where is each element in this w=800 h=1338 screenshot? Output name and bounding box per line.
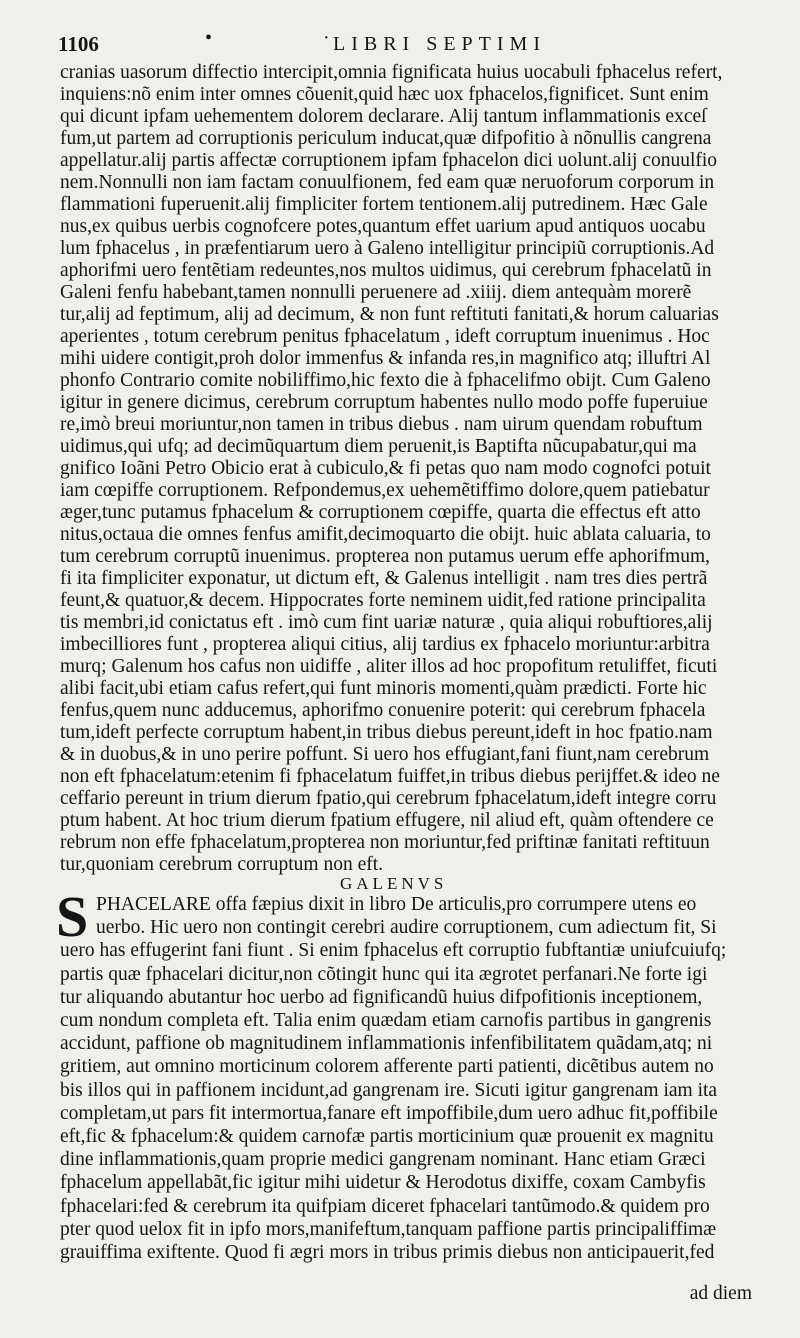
text-line: non eft fphacelatum:etenim fi fphacelatum fuiffet,in tribus diebus perijffet.& ideo ne (60, 766, 720, 787)
text-line: re,imò breui moriuntur,non tamen in tribus diebus . nam uirum quendam robuftum (60, 414, 703, 435)
text-line: mihi uidere contigit,proh dolor immenfus & infanda res,in magnifico atq; illuftri Al (60, 348, 711, 369)
text-line: æger,tunc putamus fphacelum & corruptionem cœpiffe, quarta die effectus eft atto (60, 502, 701, 523)
text-line: nem.Nonnulli non iam factam conuulfionem, fed eam quæ neruoforum corporum in (60, 172, 715, 193)
text-line: bis illos qui in paffionem incidunt,ad gangrenam ire. Sicuti igitur gangrenam iam ita (60, 1079, 718, 1101)
text-line: tis membri,id conictatus eft . imò cum fint uariæ naturæ , quia aliqui robuftiores,alij (60, 612, 713, 633)
text-line: lum fphacelus , in præfentiarum uero à Galeno intelligitur principiũ corruptionis.Ad (60, 238, 715, 259)
text-line: iam cœpiffe corruptionem. Refpondemus,ex uehemẽtiffimo dolore,quem patiebatur (60, 480, 710, 501)
text-line: aphorifmi uero fentẽtiam redeuntes,nos multos uidimus, qui cerebrum fphacelatũ in (60, 260, 712, 281)
text-line: nus,ex quibus uerbis cognofcere potes,quantum effet uarium apud antiquos uocabu (60, 216, 706, 237)
text-line: partis quæ fphacelari dicitur,non cõtingit hunc qui ita ægrotet perfanari.Ne forte igi (60, 963, 708, 985)
text-line: tur aliquando abutantur hoc uerbo ad fignificandũ huius difpofitionis inceptionem, (60, 986, 703, 1008)
text-line: & in duobus,& in uno perire poffunt. Si uero hos effugiant,fani fiunt,nam cerebrum (60, 744, 710, 765)
text-line: rebrum non effe fphacelatum,propterea non moriuntur,fed priftinæ fanitati reftituun (60, 832, 710, 853)
text-line: feunt,& quatuor,& decem. Hippocrates forte neminem uidit,fed ratione principalita (60, 590, 706, 611)
text-line: completam,ut pars fit intermortua,fanare eft impoffibile,dum uero adhuc fit,poffibile (60, 1102, 718, 1124)
text-line: accidunt, paffione ob magnitudinem inflammationis infenfibilitatem quãdam,atq; ni (60, 1033, 713, 1055)
page-number: 1106 (58, 32, 99, 56)
text-line: igitur in genere dicimus, cerebrum corruptum habentes nullo modo poffe fuperuiue (60, 392, 708, 413)
text-line: grauiffima exiftente. Quod fi ægri mors in tribus primis diebus non anticipauerit,fed (60, 1242, 715, 1263)
text-line: alibi facit,ubi etiam cafus refert,qui funt minoris momenti,quàm prædicti. Forte hic (60, 678, 707, 699)
text-line: pter quod uelox fit in ipfo mors,manifeftum,tanquam paffione partis principaliffimæ (60, 1218, 717, 1240)
text-line: dine inflammationis,quam proprie medici gangrenam nominant. Hanc etiam Græci (60, 1149, 706, 1171)
text-line: Galeni fenfu habebant,tamen nonnulli peruenere ad .xiiij. diem antequàm morerẽ (60, 282, 692, 303)
text-line: uerbo. Hic uero non contingit cerebri audire corruptionem, cum adiectum fit, Si (96, 917, 717, 939)
ornament-dot: · (323, 27, 330, 49)
text-line: cranias uasorum diffectio intercipit,omnia fignificata huius uocabuli fphacelus refert, (60, 62, 723, 83)
text-line: inquiens:nõ enim inter omnes cõuenit,quid hæc uox fphacelos,fignificet. Sunt enim (60, 84, 709, 105)
page-header (58, 27, 758, 58)
text-line: fphacelari:fed & cerebrum ita quifpiam diceret fphacelari tantũmodo.& quidem pro (60, 1195, 710, 1217)
text-line: phonfo Contrario comite nobiliffimo,hic fexto die à fphacelifmo obijt. Cum Galeno (60, 370, 711, 391)
text-line: cum nondum completa eft. Talia enim quædam etiam carnofis partibus in gangrenis (60, 1010, 712, 1031)
ornament-dot: • (205, 27, 213, 49)
text-line: fi ita fimpliciter exponatur, ut dictum eft, & Galenus intelligit . nam tres dies pertrã (60, 568, 708, 589)
text-line: tum cerebrum corruptũ inuenimus. propterea non putamus uerum effe aphorifmum, (60, 546, 710, 567)
text-line: tur,alij ad feptimum, alij ad decimum, & non funt reftituti fanitati,& horum caluarias (60, 304, 719, 325)
running-head: LIBRI SEPTIMI (333, 33, 546, 55)
text-line: tum,ideft perfecte corruptum habent,in tribus diebus pereunt,ideft in hoc fpatio.nam (60, 722, 713, 743)
text-line: ptum habent. At hoc trium dierum fpatium effugere, nil aliud eft, quàm oftendere ce (60, 810, 714, 831)
text-line: fenfus,quem nunc adducemus, aphorifmo conuenire poterit: qui cerebrum fphacela (60, 700, 706, 721)
text-line: qui dicunt ipfam uehementem dolorem declarare. Alij tantum inflammationis exceſ (60, 106, 707, 127)
text-line: gritiem, aut omnino morticinum colorem afferente parti patienti, dicẽtibus autem no (60, 1056, 714, 1078)
text-line: fphacelum appellabãt,fic igitur mihi uidetur & Herodotus dixiffe, coxam Cambyfis (60, 1172, 706, 1194)
text-line: gnifico Ioãni Petro Obicio erat à cubiculo,& fi petas quo nam modo cognofci potuit (60, 458, 711, 479)
text-line: flammationi fuperuenit.alij fimpliciter fortem tentionem.alij putredinem. Hæc Gale (60, 194, 708, 215)
drop-cap: S (56, 884, 89, 949)
text-line: uidimus,qui ufq; ad decimũquartum diem peruenit,is Baptifta nũcupabatur,qui ma (60, 436, 697, 457)
text-line: ceffario pereunt in trium dierum fpatio,qui cerebrum fphacelatum,ideft integre corru (60, 788, 717, 809)
catchword: ad diem (689, 1283, 752, 1304)
section-heading: GALENVS (340, 874, 448, 893)
text-line: fum,ut partem ad corruptionis periculum inducat,quæ difpofitio à nõnullis cangrena (60, 128, 712, 149)
text-line: aperientes , totum cerebrum penitus fphacelatum , ideft corruptum inuenimus . Hoc (60, 326, 710, 347)
text-line: nitus,octaua die omnes fenfus amifit,decimoquarto die obijt. huic ablata caluaria, to (60, 524, 711, 545)
text-line: uero has effugerint fani fiunt . Si enim fphacelus eft corruptio fubftantiæ uniufcuiufq; (60, 940, 727, 962)
text-line: PHACELARE offa fæpius dixit in libro De articulis,pro corrumpere utens eo (96, 894, 697, 915)
text-line: eft,fic & fphacelum:& quidem carnofæ partis morticinium quæ prouenit ex magnitu (60, 1126, 714, 1147)
text-line: tur,quoniam cerebrum corruptum non eft. (60, 854, 384, 875)
text-line: murq; Galenum hos cafus non uidiffe , aliter illos ad hoc propofitum retuliffet, ficuti (60, 656, 718, 677)
text-line: appellatur.alij partis affectæ corruptionem ipfam fphacelon dici uolunt.alij conuulfio (60, 150, 718, 171)
text-line: imbecilliores funt , propterea aliqui citius, alij tardius ex fphacelo moriuntur:arbitra (60, 634, 710, 655)
